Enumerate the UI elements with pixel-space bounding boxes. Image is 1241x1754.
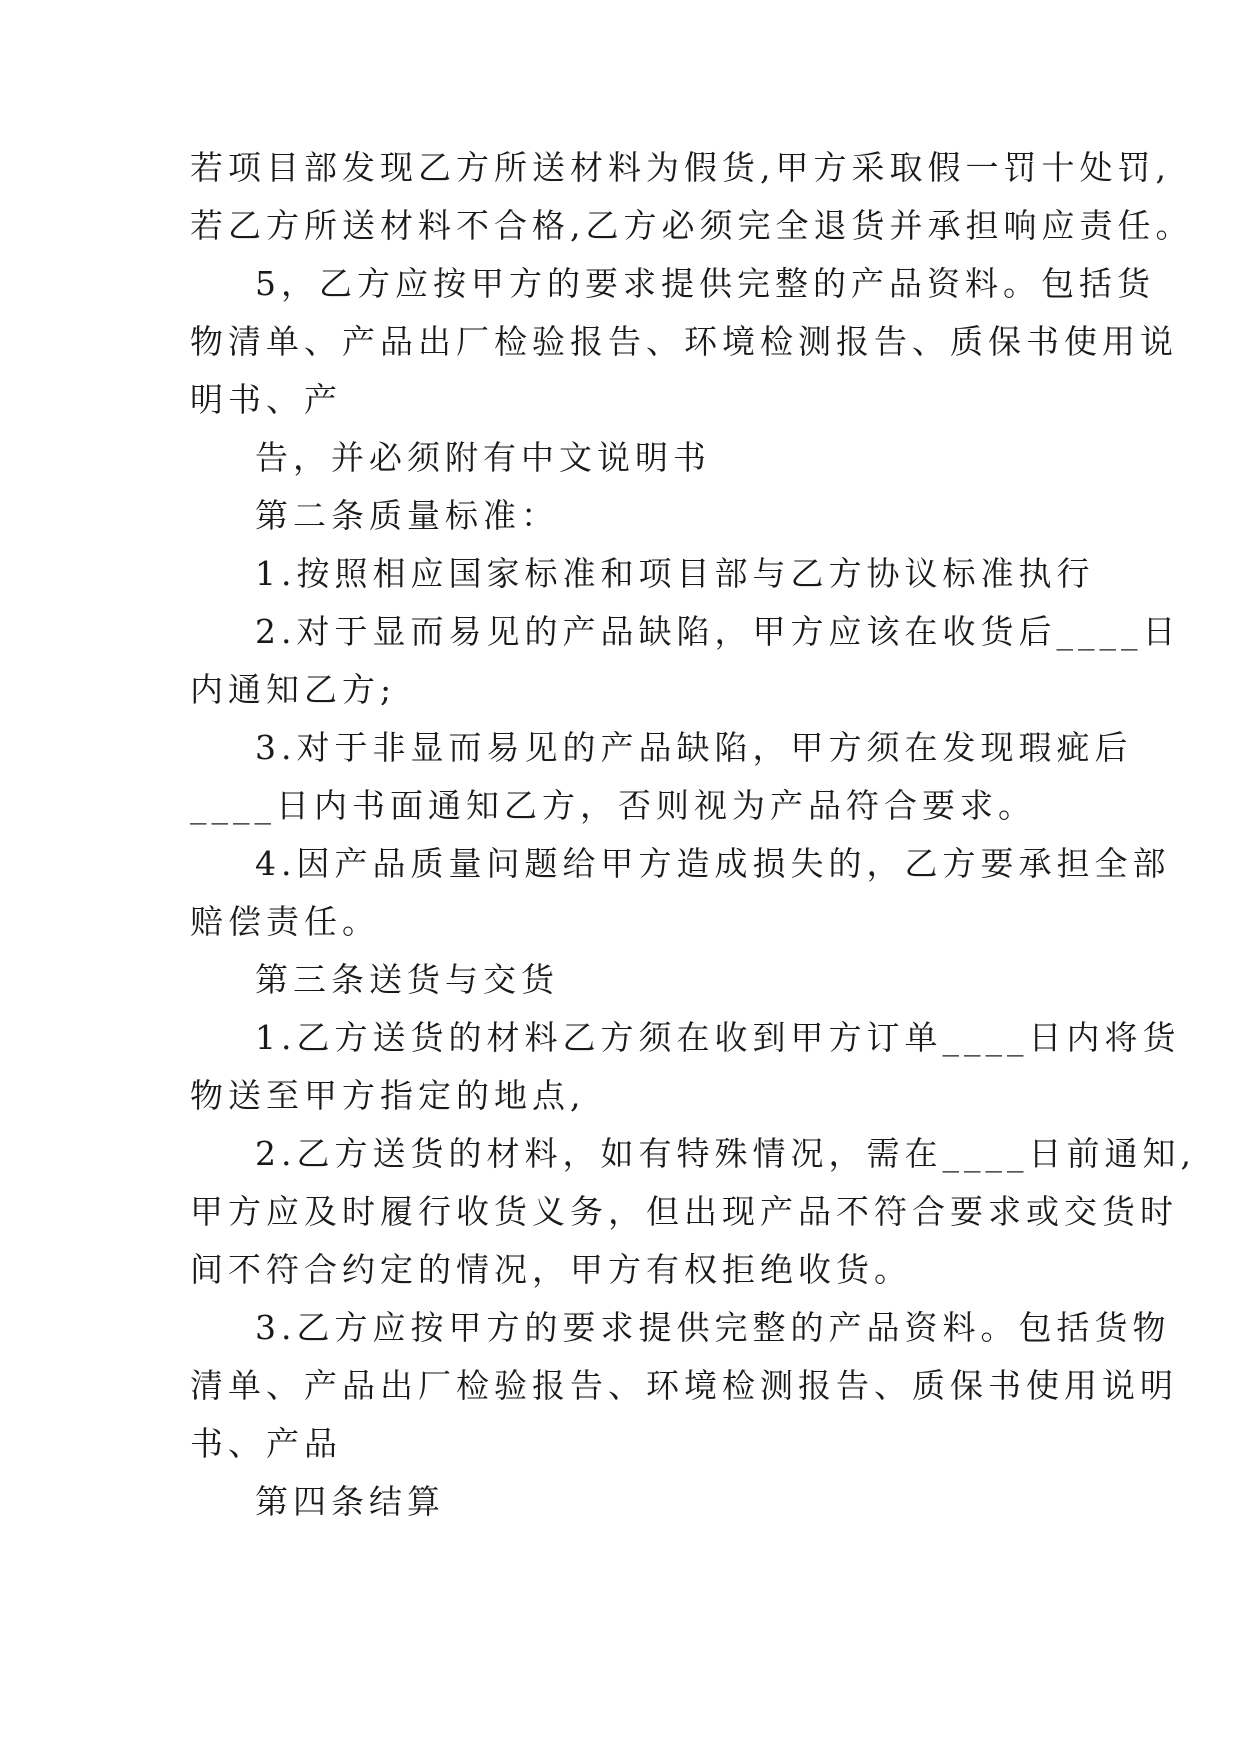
- paragraph-line: 2.乙方送货的材料，如有特殊情况，需在____日前通知,: [255, 1134, 1196, 1173]
- paragraph-line: 清单、产品出厂检验报告、环境检测报告、质保书使用说明: [190, 1366, 1178, 1405]
- paragraph-line: 物送至甲方指定的地点,: [190, 1076, 586, 1115]
- paragraph-line: 间不符合约定的情况，甲方有权拒绝收货。: [190, 1250, 912, 1289]
- paragraph-line: 赔偿责任。: [190, 902, 380, 941]
- paragraph-line: 4.因产品质量问题给甲方造成损失的，乙方要承担全部: [255, 844, 1171, 883]
- paragraph-line: 甲方应及时履行收货义务，但出现产品不符合要求或交货时: [190, 1192, 1178, 1231]
- paragraph-line: 若乙方所送材料不合格,乙方必须完全退货并承担响应责任。: [190, 206, 1194, 245]
- section-heading: 第四条结算: [255, 1482, 445, 1521]
- paragraph-line: 5，乙方应按甲方的要求提供完整的产品资料。包括货: [255, 264, 1155, 303]
- paragraph-line: 3.对于非显而易见的产品缺陷，甲方须在发现瑕疵后: [255, 728, 1133, 767]
- paragraph-line: 1.按照相应国家标准和项目部与乙方协议标准执行: [255, 554, 1095, 593]
- paragraph-line: 明书、产: [190, 380, 342, 419]
- paragraph-line: 物清单、产品出厂检验报告、环境检测报告、质保书使用说: [190, 322, 1178, 361]
- paragraph-line: 1.乙方送货的材料乙方须在收到甲方订单____日内将货: [255, 1018, 1181, 1057]
- paragraph-line: 若项目部发现乙方所送材料为假货,甲方采取假一罚十处罚,: [190, 148, 1171, 187]
- paragraph-line: 3.乙方应按甲方的要求提供完整的产品资料。包括货物: [255, 1308, 1171, 1347]
- paragraph-line: ____日内书面通知乙方，否则视为产品符合要求。: [190, 786, 1036, 825]
- paragraph-line: 告，并必须附有中文说明书: [255, 438, 711, 477]
- paragraph-line: 内通知乙方;: [190, 670, 397, 709]
- section-heading: 第二条质量标准：: [255, 496, 559, 535]
- paragraph-line: 2.对于显而易见的产品缺陷，甲方应该在收货后____日: [255, 612, 1181, 651]
- paragraph-line: 书、产品: [190, 1424, 342, 1463]
- section-heading: 第三条送货与交货: [255, 960, 559, 999]
